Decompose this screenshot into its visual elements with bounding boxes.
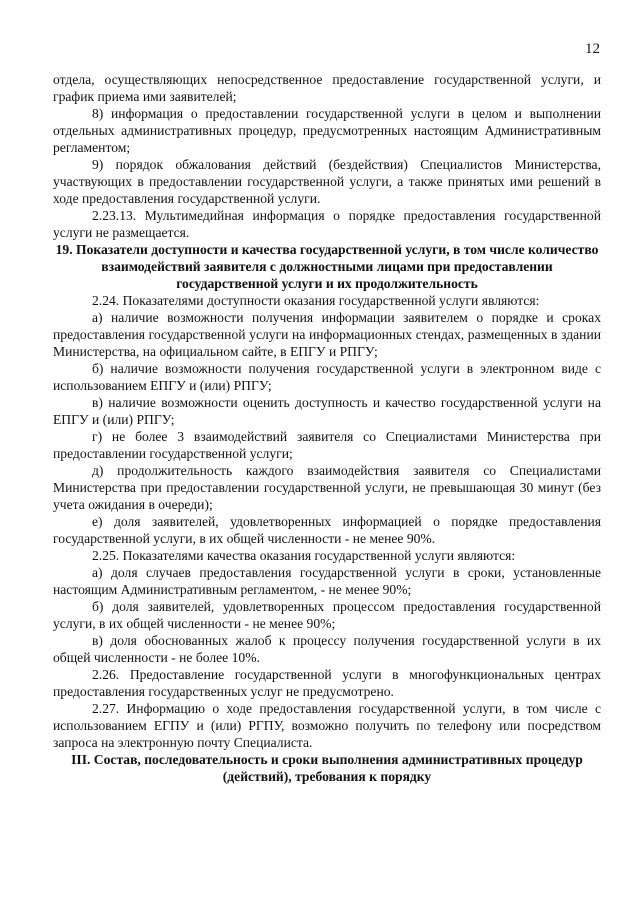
paragraph-2-27: 2.27. Информацию о ходе предоставления государственной услуги, в том числе с использованием ЕГПУ и (или) РГПУ, возможно получить по телефону или посредством запроса на электронную почту Специалиста.: [53, 701, 601, 750]
list-item-g: г) не более 3 взаимодействий заявителя со Специалистами Министерства при предоставлении государственной услуги;: [53, 429, 601, 461]
page-number: 12: [585, 41, 600, 57]
paragraph-2-23-13: 2.23.13. Мультимедийная информация о порядке предоставления государственной услуги не размещается.: [53, 208, 601, 240]
section-3-heading: III. Состав, последовательность и сроки выполнения административных процедур (действий), требования к порядку: [71, 752, 583, 784]
paragraph-2-26: 2.26. Предоставление государственной услуги в многофункциональных центрах предоставления государственных услуг не предусмотрено.: [53, 667, 601, 699]
list-item-e: е) доля заявителей, удовлетворенных информацией о порядке предоставления государственной услуги, в их общей численности - не менее 90%.: [53, 514, 601, 546]
section-19-heading: 19. Показатели доступности и качества государственной услуги, в том числе количество взаимодействий заявителя с должностными лицами при предоставлении государственной услуги и их продолжительность: [55, 242, 599, 291]
paragraph-2-25: 2.25. Показателями качества оказания государственной услуги являются:: [92, 548, 516, 563]
quality-item-b: б) доля заявителей, удовлетворенных процессом предоставления государственной услуги, в их общей численности - не менее 90%;: [53, 599, 601, 631]
quality-item-v: в) доля обоснованных жалоб к процессу получения государственной услуги в их общей численности - не более 10%.: [53, 633, 601, 665]
paragraph-item-8: 8) информация о предоставлении государственной услуги в целом и выполнении отдельных административных процедур, предусмотренных настоящим Административным регламентом;: [53, 106, 601, 155]
document-body: [53, 71, 601, 785]
list-item-v: в) наличие возможности оценить доступность и качество государственной услуги на ЕПГУ и (или) РПГУ;: [53, 395, 601, 427]
quality-item-a: а) доля случаев предоставления государственной услуги в сроки, установленные настоящим Административным регламентом, - не менее 90%;: [53, 565, 601, 597]
list-item-a: а) наличие возможности получения информации заявителем о порядке и сроках предоставления государственной услуги на информационных стендах, размещенных в здании Министерства, на официальном сайте, в ЕПГУ и РПГУ;: [53, 310, 601, 359]
paragraph-item-9: 9) порядок обжалования действий (бездействия) Специалистов Министерства, участвующих в предоставлении государственной услуги, а также принятых ими решений в ходе предоставления государственной услуги.: [53, 157, 601, 206]
paragraph-2-24: 2.24. Показателями доступности оказания государственной услуги являются:: [92, 293, 540, 308]
list-item-d: д) продолжительность каждого взаимодействия заявителя со Специалистами Министерства при предоставлении государственной услуги, не превышающая 30 минут (без учета ожидания в очереди);: [53, 463, 601, 512]
list-item-b: б) наличие возможности получения государственной услуги в электронном виде с использованием ЕПГУ и (или) РПГУ;: [53, 361, 601, 393]
paragraph-continuation: отдела, осуществляющих непосредственное предоставление государственной услуги, и график приема ими заявителей;: [53, 72, 601, 104]
